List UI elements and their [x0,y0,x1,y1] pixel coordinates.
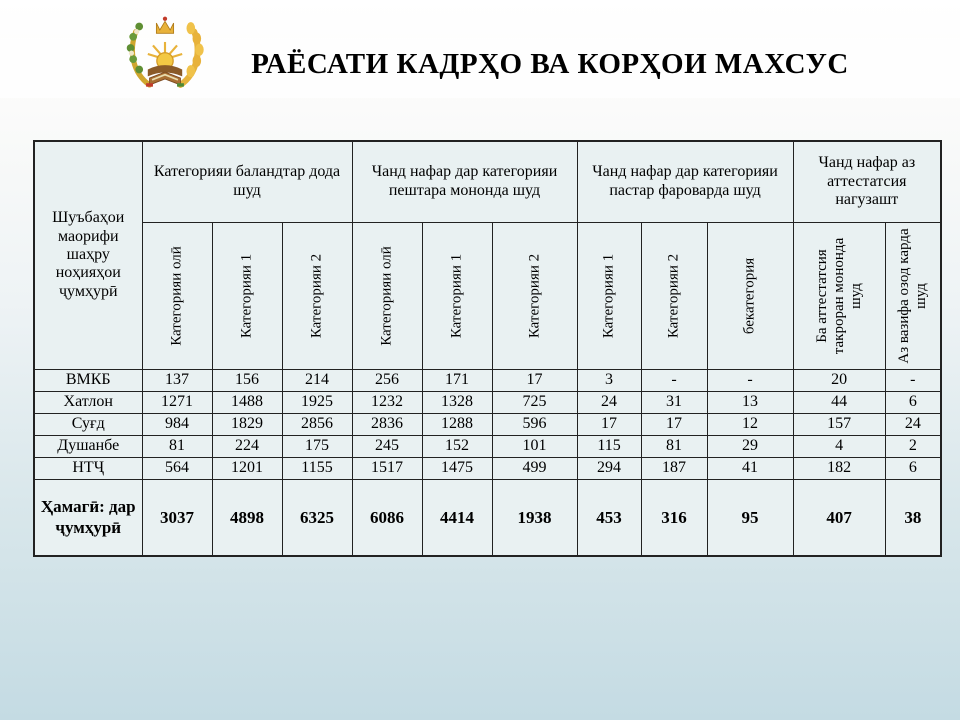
data-cell: 187 [641,457,707,479]
data-cell: 171 [422,369,492,391]
data-cell: 24 [885,413,941,435]
data-cell: - [641,369,707,391]
total-cell: 6325 [282,479,352,556]
data-cell: 81 [142,435,212,457]
data-cell: 31 [641,391,707,413]
row-dushanbe [34,435,941,457]
data-cell: 17 [577,413,641,435]
subheader-label: Категорияи олӣ [168,245,185,346]
data-cell: 41 [707,457,793,479]
data-cell: 245 [352,435,422,457]
subheader-cell [282,222,352,369]
total-cell: 6086 [352,479,422,556]
group-header-cell: Категорияи баландтар дода шуд [142,141,352,222]
slide-title: РАЁСАТИ КАДРҲО ВА КОРҲОИ МАХСУС [251,48,849,80]
region-cell: НТҶ [34,457,142,479]
subheader-label: Категорияи 1 [448,253,465,338]
data-cell: 137 [142,369,212,391]
total-cell: 453 [577,479,641,556]
row-sugd [34,413,941,435]
tajikistan-coat-of-arms-icon [122,8,208,100]
data-cell: 101 [492,435,577,457]
data-cell: 29 [707,435,793,457]
subheader-cell [641,222,707,369]
data-cell: 564 [142,457,212,479]
data-cell: 175 [282,435,352,457]
data-cell: - [707,369,793,391]
data-cell: 224 [212,435,282,457]
subheader-label: Категорияи 1 [600,253,617,338]
total-cell: 38 [885,479,941,556]
subheader-cell [422,222,492,369]
row-total [34,479,941,556]
subheader-label: Ба аттестатсия такроран мононда шуд [813,237,864,354]
data-cell: 596 [492,413,577,435]
subheader-cell [492,222,577,369]
data-cell: 1829 [212,413,282,435]
data-cell: 1925 [282,391,352,413]
total-cell: 1938 [492,479,577,556]
data-cell: 115 [577,435,641,457]
row-vmkb [34,369,941,391]
data-cell: - [885,369,941,391]
data-cell: 17 [492,369,577,391]
total-cell: 4414 [422,479,492,556]
subheader-label: Аз вазифа озод карда шуд [896,227,929,364]
data-cell: 13 [707,391,793,413]
data-cell: 984 [142,413,212,435]
subheader-label: Категорияи олӣ [378,245,395,346]
data-cell: 157 [793,413,885,435]
corner-header-cell: Шуъбаҳои маорифи шаҳру ноҳияҳои ҷумҳурӣ [34,141,142,369]
data-cell: 1201 [212,457,282,479]
data-cell: 1475 [422,457,492,479]
subheader-row [34,222,941,369]
total-cell: 3037 [142,479,212,556]
data-cell: 12 [707,413,793,435]
data-cell: 182 [793,457,885,479]
data-cell: 1271 [142,391,212,413]
group-header-cell: Чанд нафар дар категорияи пастар фароварда шуд [577,141,793,222]
total-region-cell: Ҳамагӣ: дар ҷумҳурӣ [34,479,142,556]
subheader-cell [707,222,793,369]
data-cell: 1517 [352,457,422,479]
total-cell: 316 [641,479,707,556]
data-cell: 1328 [422,391,492,413]
group-header-row [34,141,941,222]
data-cell: 1488 [212,391,282,413]
emblem-svg [122,8,208,100]
region-cell: Суғд [34,413,142,435]
data-cell: 1155 [282,457,352,479]
data-cell: 81 [641,435,707,457]
data-cell: 3 [577,369,641,391]
data-cell: 2856 [282,413,352,435]
data-cell: 2836 [352,413,422,435]
region-cell: Хатлон [34,391,142,413]
data-cell: 1288 [422,413,492,435]
data-cell: 4 [793,435,885,457]
subheader-cell [577,222,641,369]
data-cell: 725 [492,391,577,413]
region-cell: ВМКБ [34,369,142,391]
subheader-label: Категорияи 1 [238,253,255,338]
subheader-label: бекатегория [741,257,758,334]
subheader-cell [142,222,212,369]
data-cell: 2 [885,435,941,457]
region-cell: Душанбе [34,435,142,457]
data-cell: 256 [352,369,422,391]
data-cell: 17 [641,413,707,435]
total-cell: 95 [707,479,793,556]
attestation-table [33,140,942,557]
data-cell: 499 [492,457,577,479]
subheader-cell [212,222,282,369]
group-header-cell: Чанд нафар дар категорияи пештара мононда шуд [352,141,577,222]
data-cell: 44 [793,391,885,413]
data-cell: 156 [212,369,282,391]
subheader-label: Категорияи 2 [665,253,682,338]
row-khatlon [34,391,941,413]
group-header-cell: Чанд нафар аз аттестатсия нагузашт [793,141,941,222]
subheader-label: Категорияи 2 [308,253,325,338]
subheader-cell [885,222,941,369]
data-cell: 214 [282,369,352,391]
data-cell: 20 [793,369,885,391]
data-cell: 6 [885,391,941,413]
subheader-cell [793,222,885,369]
data-cell: 152 [422,435,492,457]
subheader-label: Категорияи 2 [526,253,543,338]
total-cell: 4898 [212,479,282,556]
row-ntj [34,457,941,479]
data-cell: 1232 [352,391,422,413]
data-cell: 24 [577,391,641,413]
data-cell: 294 [577,457,641,479]
data-cell: 6 [885,457,941,479]
subheader-cell [352,222,422,369]
total-cell: 407 [793,479,885,556]
